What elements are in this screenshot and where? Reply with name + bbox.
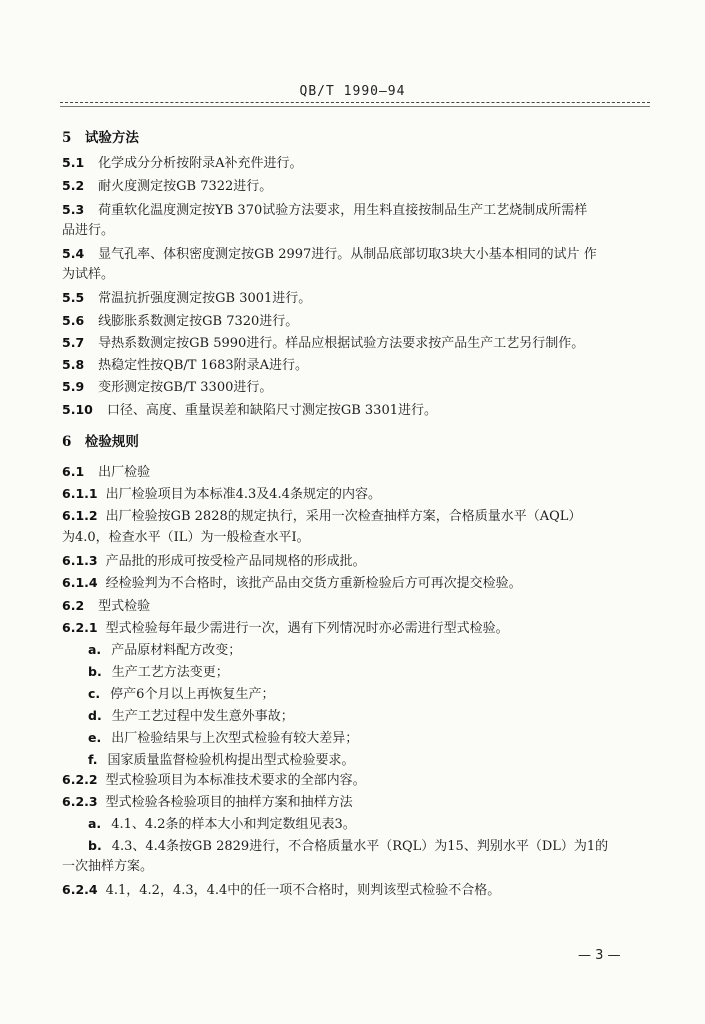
clause-text: 出厂检验 — [98, 465, 151, 480]
clause-number: 5.7 — [62, 335, 85, 350]
clause-number: 6.2.4 — [62, 882, 98, 897]
text-line — [62, 154, 303, 173]
clause-number: 6.1.2 — [62, 508, 98, 523]
clause-text: 为试样。 — [62, 267, 115, 282]
clause-text: 品进行。 — [62, 223, 115, 238]
clause-number: a. — [88, 642, 102, 657]
page-number: — 3 — — [578, 948, 621, 963]
text-line — [62, 552, 366, 571]
text-line — [62, 378, 272, 397]
text-line — [62, 529, 310, 547]
clause-number: d. — [88, 708, 102, 723]
text-line — [88, 663, 229, 682]
clause-text: 型式检验项目为本标准技术要求的全部内容。 — [105, 773, 366, 788]
clause-number: e. — [88, 730, 102, 745]
text-line — [88, 751, 355, 770]
clause-text: 热稳定性按QB/T 1683附录A进行。 — [98, 358, 309, 373]
clause-number: 5.8 — [62, 357, 85, 372]
clause-text: 生产工艺方法变更； — [111, 665, 229, 680]
header-rule-secondary — [60, 106, 650, 107]
clause-text: 产品原材料配方改变； — [111, 643, 242, 658]
clause-text: 为4.0，检查水平（IL）为一般检查水平Ⅰ。 — [62, 530, 310, 545]
text-line — [88, 685, 274, 704]
clause-text: 出厂检验按GB 2828的规定执行，采用一次检查抽样方案，合格质量水平（AQL） — [105, 509, 582, 524]
header-rule — [60, 102, 650, 103]
clause-number: 6.2.2 — [62, 772, 98, 787]
text-line — [62, 463, 150, 482]
clause-number: 5.10 — [62, 402, 93, 417]
text-line — [62, 177, 272, 196]
text-line — [62, 289, 311, 308]
clause-text: 4.1、4.2条的样本大小和判定数组见表3。 — [111, 817, 356, 832]
clause-number: b. — [88, 664, 102, 679]
text-line — [62, 266, 114, 284]
text-line — [62, 201, 587, 220]
clause-number: 6.1.4 — [62, 575, 98, 590]
clause-number: 6.2 — [62, 598, 85, 613]
text-line — [62, 619, 509, 638]
clause-text: 显气孔率、体积密度测定按GB 2997进行。从制品底部切取3块大小基本相同的试片 作 — [98, 247, 597, 262]
text-line — [62, 858, 153, 876]
clause-number: 6.2.3 — [62, 794, 98, 809]
clause-number: 6.1 — [62, 464, 85, 479]
clause-text: 型式检验 — [98, 599, 151, 614]
text-line — [62, 574, 522, 593]
clause-text: 线膨胀系数测定按GB 7320进行。 — [98, 314, 299, 329]
clause-number: 5.6 — [62, 313, 85, 328]
standard-code-header: QB/T 1990—94 — [299, 84, 406, 99]
clause-text: 变形测定按GB/T 3300进行。 — [98, 380, 273, 395]
text-line — [62, 485, 381, 504]
clause-text: 出厂检验结果与上次型式检验有较大差异； — [111, 731, 359, 746]
text-line — [62, 793, 353, 812]
clause-number: 5.5 — [62, 290, 85, 305]
clause-text: 生产工艺过程中发生意外事故； — [111, 709, 294, 724]
text-line — [88, 815, 356, 834]
text-line — [62, 771, 366, 790]
clause-text: 出厂检验项目为本标准4.3及4.4条规定的内容。 — [105, 487, 381, 502]
clause-number: b. — [88, 838, 102, 853]
clause-text: 常温抗折强度测定按GB 3001进行。 — [98, 291, 312, 306]
clause-text: 荷重软化温度测定按YB 370试验方法要求，用生料直接按制品生产工艺烧制成所需样 — [98, 203, 588, 218]
clause-text: 4.3、4.4条按GB 2829进行，不合格质量水平（RQL）为15、判别水平（DL）为1的 — [111, 839, 609, 854]
clause-text: 停产6个月以上再恢复生产； — [110, 687, 275, 702]
clause-number: 6.1.3 — [62, 553, 98, 568]
text-line — [62, 356, 308, 375]
clause-number: a. — [88, 816, 102, 831]
clause-number: f. — [88, 752, 98, 767]
text-line — [88, 837, 608, 856]
text-line — [62, 245, 597, 264]
clause-number: c. — [88, 686, 101, 701]
clause-text: 耐火度测定按GB 7322进行。 — [98, 179, 273, 194]
clause-text: 4.1，4.2，4.3，4.4中的任一项不合格时，则判该型式检验不合格。 — [105, 883, 501, 898]
clause-number: 6.1.1 — [62, 486, 98, 501]
clause-number: 5.3 — [62, 202, 85, 217]
clause-number: 5.2 — [62, 178, 85, 193]
text-line — [88, 707, 294, 726]
text-line — [62, 222, 114, 240]
text-line — [62, 881, 500, 900]
section-5-title: 5 试验方法 — [62, 130, 139, 146]
clause-text: 国家质量监督检验机构提出型式检验要求。 — [107, 753, 355, 768]
clause-text: 一次抽样方案。 — [62, 859, 154, 874]
text-line — [88, 729, 358, 748]
text-line — [62, 312, 298, 331]
clause-text: 产品批的形成可按受检产品同规格的形成批。 — [105, 554, 366, 569]
text-line — [88, 641, 241, 660]
text-line — [62, 401, 437, 420]
text-line — [62, 507, 581, 526]
clause-number: 5.1 — [62, 155, 85, 170]
clause-text: 经检验判为不合格时，该批产品由交货方重新检验后方可再次提交检验。 — [105, 576, 522, 591]
clause-number: 5.9 — [62, 379, 85, 394]
clause-text: 化学成分分析按附录A补充件进行。 — [98, 156, 303, 171]
clause-text: 口径、高度、重量误差和缺陷尺寸测定按GB 3301进行。 — [106, 403, 437, 418]
text-line — [62, 334, 584, 353]
clause-text: 型式检验每年最少需进行一次，遇有下列情况时亦必需进行型式检验。 — [105, 621, 509, 636]
clause-number: 6.2.1 — [62, 620, 98, 635]
text-line — [62, 597, 150, 616]
section-6-title: 6 检验规则 — [62, 434, 139, 450]
clause-text: 导热系数测定按GB 5990进行。样品应根据试验方法要求按产品生产工艺另行制作。 — [98, 336, 585, 351]
clause-number: 5.4 — [62, 246, 85, 261]
clause-text: 型式检验各检验项目的抽样方案和抽样方法 — [105, 795, 353, 810]
